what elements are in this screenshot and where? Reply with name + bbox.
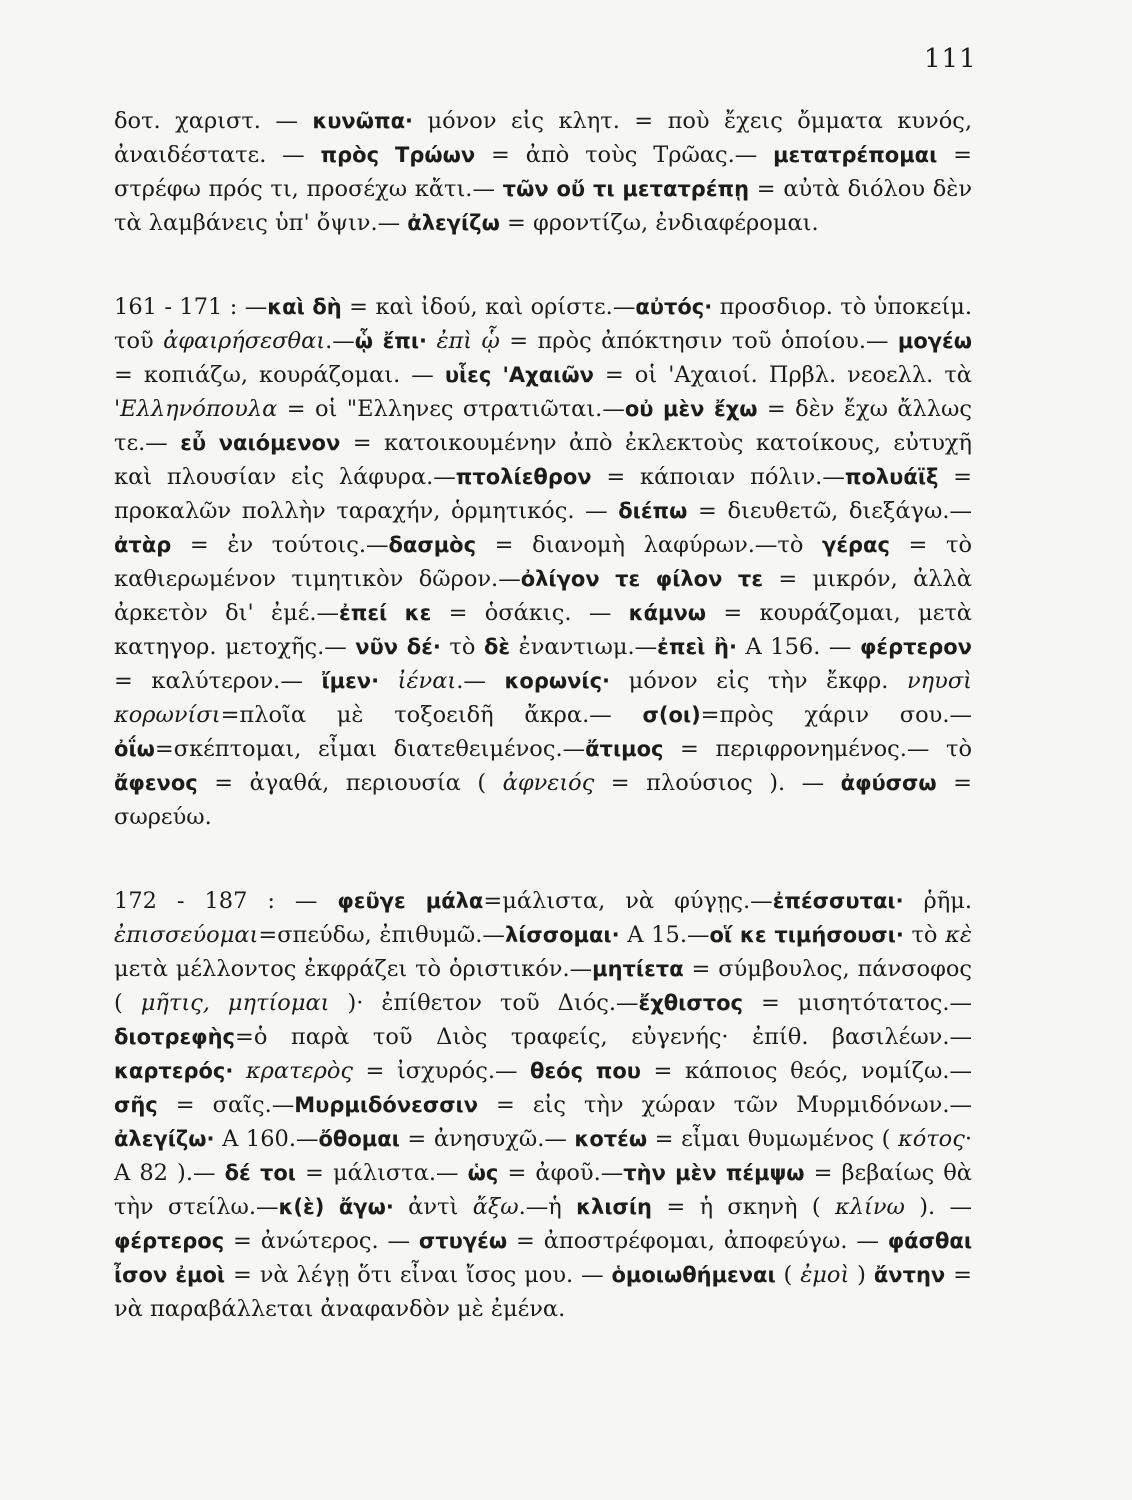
text-run: 161 - 171 : — [114,294,268,320]
bold-term: αὐτός· [635,295,713,319]
italic-term: ἐπὶ ᾧ [436,328,500,354]
text-run: ( [775,1262,801,1288]
bold-term: κυνῶπα· [312,109,414,133]
text-run: = προκαλῶν πολλὴν ταραχήν, ὁρμητικός. — [114,464,972,524]
text-run: =σκέπτομαι, εἶμαι διατεθειμένος.— [154,736,586,762]
text-run: =σπεύδω, ἐπιθυμῶ.— [258,922,505,948]
text-run: = κουράζομαι, μετὰ κατηγορ. μετοχῆς.— [114,600,972,660]
italic-term: κὲ [945,922,972,948]
text-run: ἀντὶ [393,1194,473,1220]
bold-term: γέρας [822,533,890,557]
text-run: ῥῆμ. [903,888,973,914]
bold-term: φέρτερος [114,1229,225,1253]
text-run: μόνον εἰς τὴν ἔκφρ. [610,668,907,694]
bold-term: δασμὸς [388,533,477,557]
text-run: = βεβαίως θὰ τὴν στείλω.— [114,1160,972,1220]
bold-term: καὶ δὴ [267,295,342,319]
text-run: .—ἡ [518,1194,577,1220]
bold-term: καρτερός· [114,1059,234,1083]
text-run: = μικρόν, ἀλλὰ ἀρκετὸν δι' ἐμέ.— [114,566,972,626]
text-run: = ἀνησυχῶ.— [399,1126,575,1152]
text-run: = πρὸς ἀπόκτησιν τοῦ ὁποίου.— [499,328,898,354]
bold-term: πολυάϊξ [844,465,939,489]
bold-term: πτολίεθρον [455,465,592,489]
text-run: )· ἐπίθετον τοῦ Διός.— [329,990,639,1016]
text-run: = κατοικουμένην ἀπὸ ἐκλεκτοὺς κατοίκους, εὐτυχῆ καὶ πλουσίαν εἰς λάφυρα.— [114,430,973,490]
bold-term: μογέω [897,329,973,353]
bold-term: δὲ [483,635,511,659]
text-run: = ἀνώτερος. — [224,1228,419,1254]
text-run: = ἀποστρέφομαι, ἀποφεύγω. — [507,1228,888,1254]
text-run: =ὁ παρὰ τοῦ Διὸς τραφείς, εὐγενής· ἐπίθ. βασιλέων.— [235,1024,972,1050]
bold-term: σῆς [114,1093,158,1117]
bold-term: ἀλεγίζω· [114,1127,215,1151]
bold-term: ὄθομαι [318,1127,400,1151]
bold-term: Μυρμιδόνεσσιν [294,1093,479,1117]
text-run: = εἶμαι θυμωμένος ( [647,1126,898,1152]
text-run: = ἀφοῦ.— [498,1160,624,1186]
bold-term: ἄτιμος [585,737,664,761]
bold-term: ᾧ ἔπι· [354,329,428,353]
text-run: = κοπιάζω, κουράζομαι. — [114,362,445,388]
page-number: 111 [924,44,977,74]
text-run: =μάλιστα, νὰ φύγῃς.— [483,888,773,914]
bold-term: οἵ κε τιμήσουσι· [709,923,904,947]
bold-term: διέπω [618,499,688,523]
text-run: =πρὸς χάριν σου.— [700,702,972,728]
bold-term: φάσθαι ἶσον ἐμοὶ [114,1229,972,1287]
italic-term: κότος [897,1126,965,1152]
bold-term: διοτρεφὴς [114,1025,235,1049]
text-run: τὸ [903,922,946,948]
text-run: Α 15.— [619,922,710,948]
bold-term: εὖ ναιόμενον [180,431,341,455]
text-run: = ἐν τούτοις.— [171,532,389,558]
text-run [379,668,398,694]
text-run: ). — [904,1194,973,1220]
bold-term: ἄφενος [114,771,198,795]
text-run: =πλοῖα μὲ τοξοειδῆ ἄκρα.— [220,702,643,728]
bold-term: ὡς [467,1161,499,1185]
text-run: δοτ. χαριστ. — [114,108,313,134]
text-run: μόνον εἰς κλητ. = ποὺ ἔχεις ὄμματα κυνός, ἀναιδέστατε. — [114,108,972,168]
italic-term: ἰέναι [397,668,457,694]
text-run: = σωρεύω. [114,770,972,830]
text-run: 172 - 187 : — [114,888,338,914]
bold-term: ἔχθιστος [638,991,743,1015]
text-run: .— [456,668,505,694]
bold-term: μητίετα [592,957,684,981]
italic-term: κλίνω [834,1194,905,1220]
bold-term: λίσσομαι· [504,923,620,947]
bold-term: νῦν δέ· [355,635,441,659]
italic-term: 'Ελληνόπουλα [114,396,278,422]
text-run: = νὰ παραβάλλεται ἀναφανδὸν μὲ ἐμένα. [114,1262,972,1322]
bold-term: τῶν οὔ τι μετατρέπῃ [502,177,750,201]
text-run: = αὐτὰ διόλου δὲν τὰ λαμβάνεις ὑπ' ὄψιν.— [114,176,972,236]
text-run: μετὰ μέλλοντος ἐκφράζει τὸ ὁριστικόν.— [114,956,593,982]
italic-term: κρατερὸς [245,1058,353,1084]
text-run: = καλύτερον.— [114,668,322,694]
text-run: = ἀπὸ τοὺς Τρῶας.— [475,142,774,168]
bold-term: ἀτὰρ [114,533,172,557]
text-run: = σαῖς.— [157,1092,295,1118]
text-run: = κάποιαν πόλιν.— [591,464,845,490]
text-run: ἐναντιωμ.— [510,634,658,660]
bold-term: υἷες 'Αχαιῶν [444,363,594,387]
text-run: = ὁσάκις. — [431,600,629,626]
text-run: = τὸ καθιερωμένον τιμητικὸν δῶρον.— [114,532,972,592]
italic-term: ἐμοὶ [800,1262,850,1288]
text-run: προσδιορ. τὸ ὑποκείμ. τοῦ [114,294,973,354]
text-run: · Α 82 ).— [114,1126,972,1186]
text-run: Α 156. — [736,634,860,660]
bold-term: ἐπεί κε [339,601,432,625]
italic-term: ἀφαιρήσεσθαι [163,328,326,354]
text-run: = εἰς τὴν χώραν τῶν Μυρμιδόνων.— [478,1092,972,1118]
text-run: = πλούσιος ). — [594,770,841,796]
text-run: = νὰ λέγῃ ὅτι εἶναι ἴσος μου. — [225,1262,612,1288]
text-run: = οἱ "Ελληνες στρατιῶται.— [277,396,625,422]
bold-term: κάμνω [628,601,707,625]
text-run: = καὶ ἰδού, καὶ ορίστε.— [341,294,636,320]
bold-term: ὀλίγον τε φίλον τε [520,567,764,591]
text-run: = φροντίζω, ἐνδιαφέρομαι. [499,210,819,236]
bold-term: στυγέω [418,1229,508,1253]
text-run: = μισητότατος.— [742,990,972,1016]
text-run: = περιφρονημένος.— τὸ [663,736,973,762]
bold-term: τὴν μὲν πέμψω [623,1161,805,1185]
bold-term: ἴμεν· [321,669,380,693]
bold-term: κορωνίς· [504,669,611,693]
text-run: .— [325,328,355,354]
text-run: = διευθετῶ, διεξάγω.— [687,498,972,524]
text-run: = σύμβουλος, πάνσοφος ( [114,956,972,1016]
bold-term: ἐπεὶ ἢ· [657,635,737,659]
text-run: = ἰσχυρός.— [353,1058,531,1084]
bold-term: φέρτερον [859,635,972,659]
bold-term: θεός που [530,1059,641,1083]
bold-term: ἀφύσσω [840,771,937,795]
text-run: = μάλιστα.— [295,1160,468,1186]
text-run: = ἡ σκηνὴ ( [652,1194,835,1220]
italic-term: ἀφνειός [502,770,595,796]
bold-term: οὐ μὲν ἔχω [624,397,758,421]
text-run: = κάποιος θεός, νομίζω.— [640,1058,972,1084]
bold-term: ὁμοιωθήμεναι [611,1263,776,1287]
text-run: ) [849,1262,874,1288]
text-run: = δὲν ἔχω ἄλλως τε.— [114,396,972,456]
bold-term: δέ τοι [224,1161,296,1185]
text-run: = στρέφω πρός τι, προσέχω κἄτι.— [114,142,972,202]
paragraph-1 [114,104,972,240]
bold-term: μετατρέπομαι [773,143,938,167]
bold-term: πρὸς Τρώων [320,143,476,167]
bold-term: ἐπέσσυται· [772,889,904,913]
italic-term: ἐπισσεύομαι [114,922,259,948]
text-run: Α 160.— [214,1126,319,1152]
bold-term: φεῦγε μάλα [337,889,484,913]
bold-term: σ(οι) [642,703,701,727]
italic-term: ἄξω [472,1194,519,1220]
bold-term: ὀΐω [114,737,155,761]
bold-term: ἄντην [873,1263,946,1287]
bold-term: κλισίη [576,1195,653,1219]
italic-term: νηυσὶ κορωνίσι [114,668,973,728]
text-run: τὸ [440,634,484,660]
bold-term: κοτέω [574,1127,648,1151]
text-run [233,1058,246,1084]
text-run: = οἱ 'Αχαιοί. Πρβλ. νεοελλ. τὰ [593,362,973,388]
text-run: = διανομὴ λαφύρων.—τὸ [476,532,823,558]
paragraph-3 [114,884,972,1326]
bold-term: κ(ὲ) ἄγω· [278,1195,394,1219]
bold-term: ἀλεγίζω [407,211,500,235]
text-run: = ἀγαθά, περιουσία ( [197,770,503,796]
paragraph-2 [114,290,972,834]
italic-term: μῆτις, μητίομαι [140,990,330,1016]
